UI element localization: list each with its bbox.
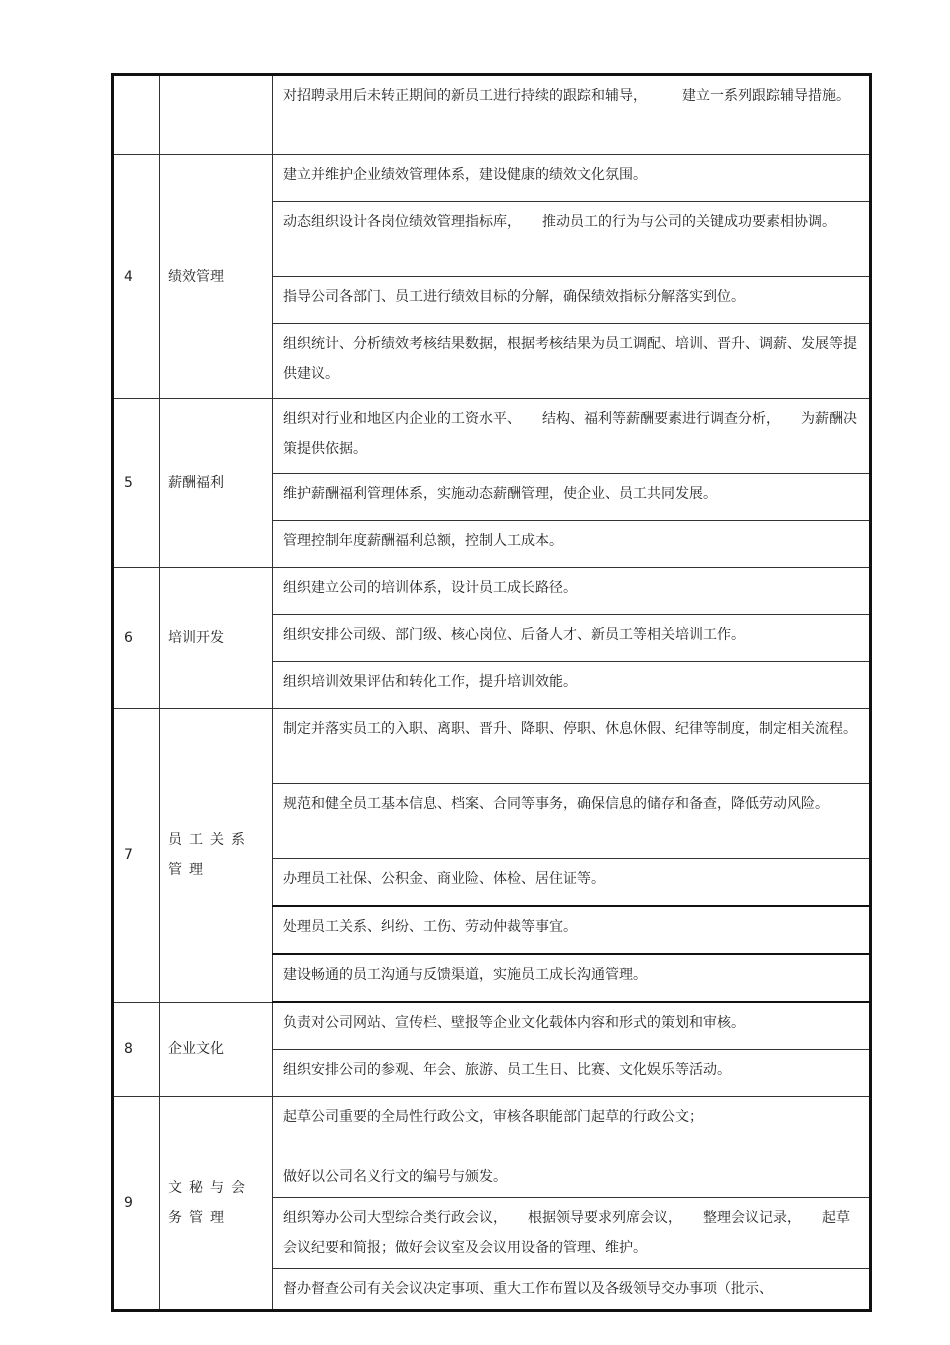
row-number: 4 [113,155,160,399]
row-number: 9 [113,1097,160,1311]
duty-text: 组织筹办公司大型综合类行政会议， 根据领导要求列席会议， 整理会议记录， 起草会议纪要和简报；做好会议室及会议用设备的管理、维护。 [283,1210,850,1256]
table-row [113,155,871,202]
category-label: 文秘与会务管理 [160,1097,273,1311]
table-row [113,1002,871,1050]
table-row [113,1097,871,1198]
row-number: 5 [113,399,160,568]
duty-cell [273,1097,871,1198]
duty-text: 组织统计、分析绩效考核结果数据，根据考核结果为员工调配、培训、晋升、调薪、发展等提供建议。 [283,336,857,382]
duty-cell [273,859,871,907]
duty-text: 督办督查公司有关会议决定事项、重大工作布置以及各级领导交办事项（批示、 [283,1281,773,1297]
duty-cell [273,277,871,324]
duty-cell [273,954,871,1002]
duty-text: 组织安排公司的参观、年会、旅游、员工生日、比赛、文化娱乐等活动。 [283,1062,731,1078]
duty-text: 制定并落实员工的入职、离职、晋升、降职、停职、休息休假、纪律等制度，制定相关流程。 [283,721,857,737]
duty-cell [273,568,871,615]
duty-cell [273,399,871,474]
duty-text: 负责对公司网站、宣传栏、壁报等企业文化载体内容和形式的策划和审核。 [283,1015,745,1031]
table-row [113,568,871,615]
duty-cell [273,709,871,784]
duty-text: 组织对行业和地区内企业的工资水平、 结构、福利等薪酬要素进行调查分析， 为薪酬决策提供依据。 [283,411,857,457]
duty-text: 管理控制年度薪酬福利总额，控制人工成本。 [283,533,563,549]
duty-text: 规范和健全员工基本信息、档案、合同等事务，确保信息的储存和备查，降低劳动风险。 [283,796,829,812]
row-number [113,75,160,155]
duty-cell [273,1002,871,1050]
duty-text: 建立并维护企业绩效管理体系，建设健康的绩效文化氛围。 [283,167,647,183]
table-row [113,709,871,784]
duty-cell [273,75,871,155]
category-label: 企业文化 [160,1002,273,1097]
table-row [113,75,871,155]
duty-text: 对招聘录用后未转正期间的新员工进行持续的跟踪和辅导， 建立一系列跟踪辅导措施。 [283,88,850,104]
row-number: 8 [113,1002,160,1097]
category-label: 培训开发 [160,568,273,709]
duty-cell [273,155,871,202]
duty-cell [273,324,871,399]
category-label: 绩效管理 [160,155,273,399]
duty-cell [273,906,871,954]
duty-cell [273,662,871,709]
duty-text: 组织培训效果评估和转化工作，提升培训效能。 [283,674,577,690]
duty-text: 组织建立公司的培训体系，设计员工成长路径。 [283,580,577,596]
duty-cell [273,1050,871,1097]
row-number: 7 [113,709,160,1003]
duty-cell [273,474,871,521]
duty-cell [273,202,871,277]
duty-text: 指导公司各部门、员工进行绩效目标的分解，确保绩效指标分解落实到位。 [283,289,745,305]
duty-text: 组织安排公司级、部门级、核心岗位、后备人才、新员工等相关培训工作。 [283,627,745,643]
duty-cell [273,1198,871,1269]
duty-cell [273,521,871,568]
table-row [113,399,871,474]
row-number: 6 [113,568,160,709]
category-label: 薪酬福利 [160,399,273,568]
duty-text: 维护薪酬福利管理体系，实施动态薪酬管理，使企业、员工共同发展。 [283,486,717,502]
duty-text: 建设畅通的员工沟通与反馈渠道，实施员工成长沟通管理。 [283,967,647,983]
duty-text: 起草公司重要的全局性行政公文，审核各职能部门起草的行政公文； 做好以公司名义行文的编号与颁发。 [283,1109,703,1185]
duty-cell [273,1269,871,1311]
category-label: 员工关系管理 [160,709,273,1003]
category-label [160,75,273,155]
duty-table [111,73,872,1312]
duty-text: 办理员工社保、公积金、商业险、体检、居住证等。 [283,871,605,887]
duty-cell [273,784,871,859]
duty-cell [273,615,871,662]
duty-text: 动态组织设计各岗位绩效管理指标库， 推动员工的行为与公司的关键成功要素相协调。 [283,214,836,230]
duty-text: 处理员工关系、纠纷、工伤、劳动仲裁等事宜。 [283,919,577,935]
